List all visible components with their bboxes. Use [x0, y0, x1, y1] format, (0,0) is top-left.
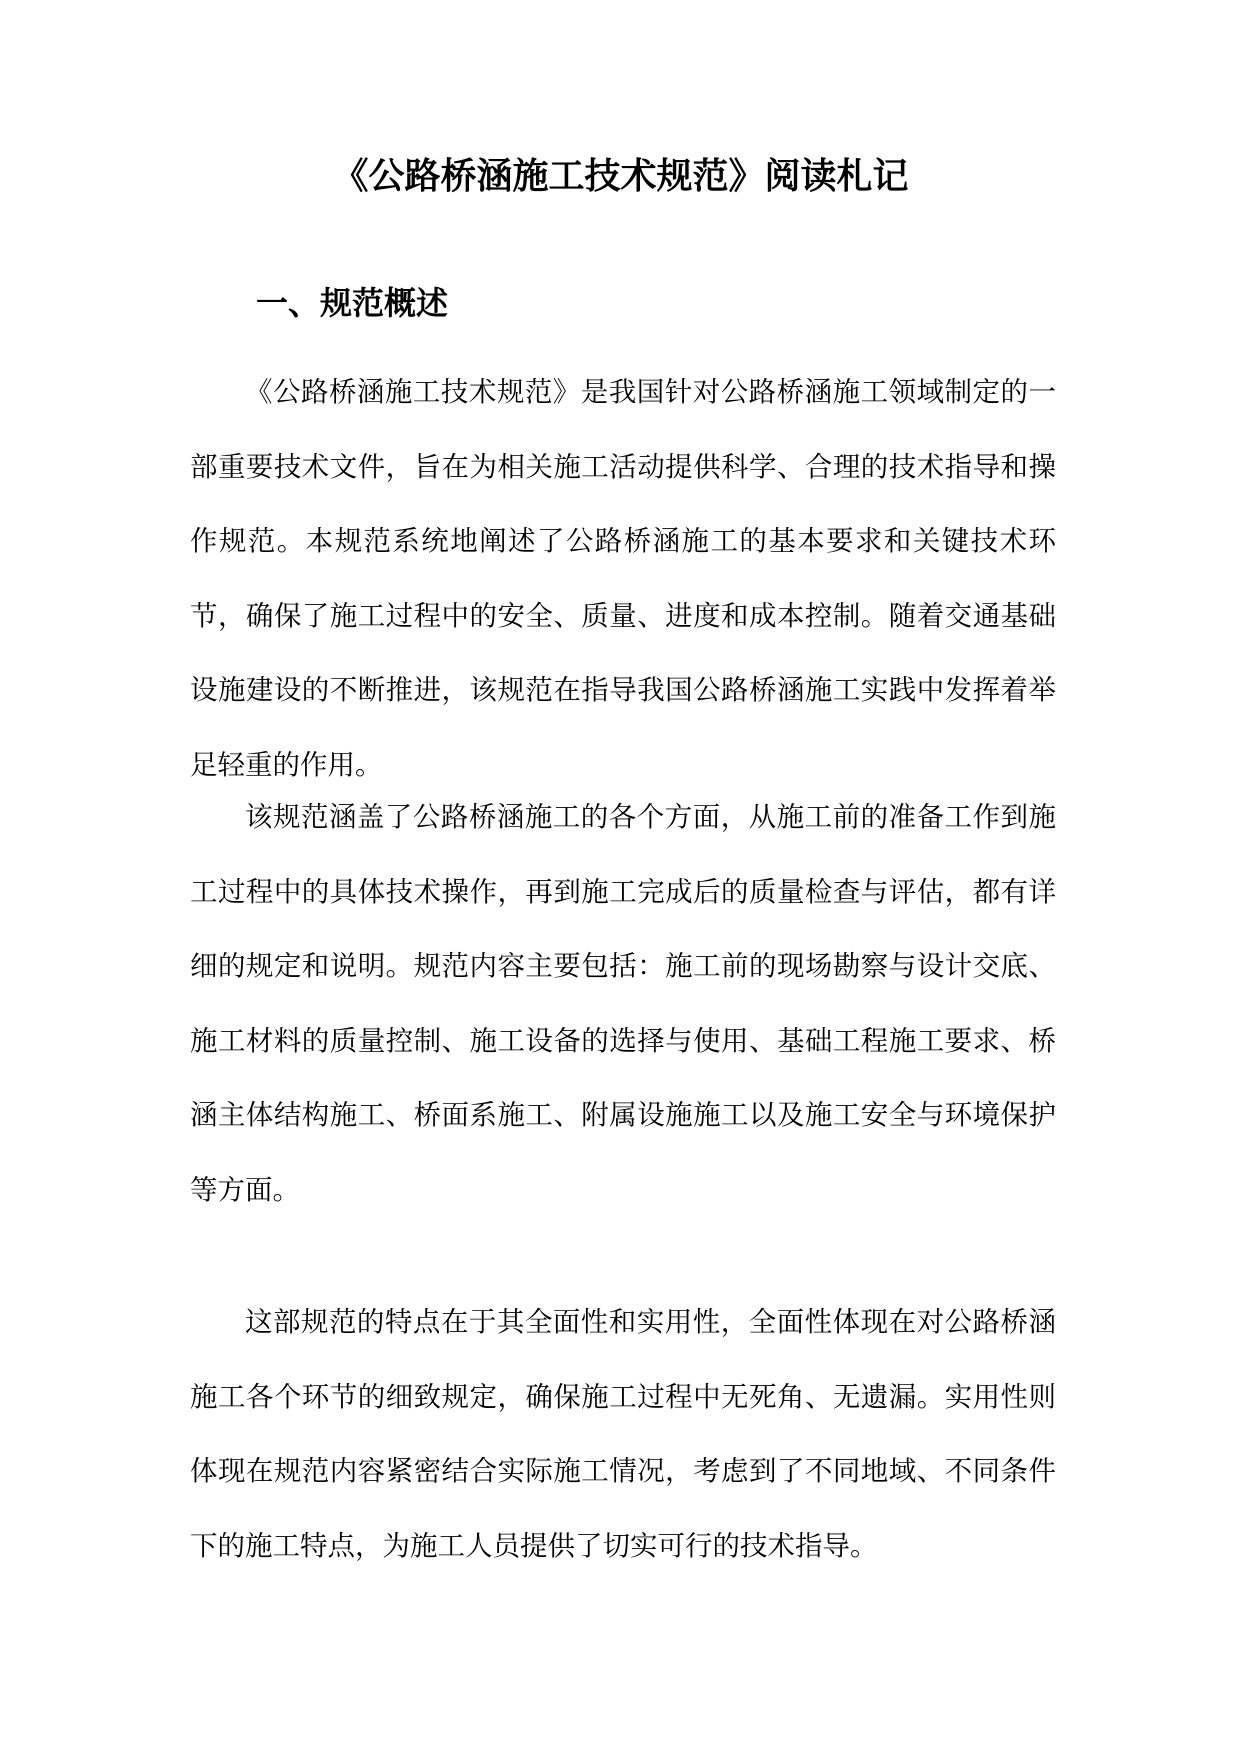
- document-title: 《公路桥涵施工技术规范》阅读札记: [332, 155, 909, 197]
- section-heading: 一、规范概述: [256, 284, 449, 322]
- paragraph-3-block: [190, 1285, 1056, 1583]
- paragraph-2-block: [190, 780, 1056, 1227]
- paragraph: 《公路桥涵施工技术规范》是我国针对公路桥涵施工领域制定的一部重要技术文件，旨在为相关施工活动提供科学、合理的技术指导和操作规范。本规范系统地阐述了公路桥涵施工的基本要求和关键技术环节，确保了施工过程中的安全、质量、进度和成本控制。随着交通基础设施建设的不断推进，该规范在指导我国公路桥涵施工实践中发挥着举足轻重的作用。: [190, 376, 1056, 781]
- paragraph: 该规范涵盖了公路桥涵施工的各个方面，从施工前的准备工作到施工过程中的具体技术操作，再到施工完成后的质量检查与评估，都有详细的规定和说明。规范内容主要包括：施工前的现场勘察与设计交底、施工材料的质量控制、施工设备的选择与使用、基础工程施工要求、桥涵主体结构施工、桥面系施工、附属设施施工以及施工安全与环境保护等方面。: [190, 801, 1056, 1206]
- paragraph: 这部规范的特点在于其全面性和实用性，全面性体现在对公路桥涵施工各个环节的细致规定，确保施工过程中无死角、无遗漏。实用性则体现在规范内容紧密结合实际施工情况，考虑到了不同地域、不同条件下的施工特点，为施工人员提供了切实可行的技术指导。: [190, 1306, 1056, 1562]
- paragraph-1-block: [190, 355, 1056, 802]
